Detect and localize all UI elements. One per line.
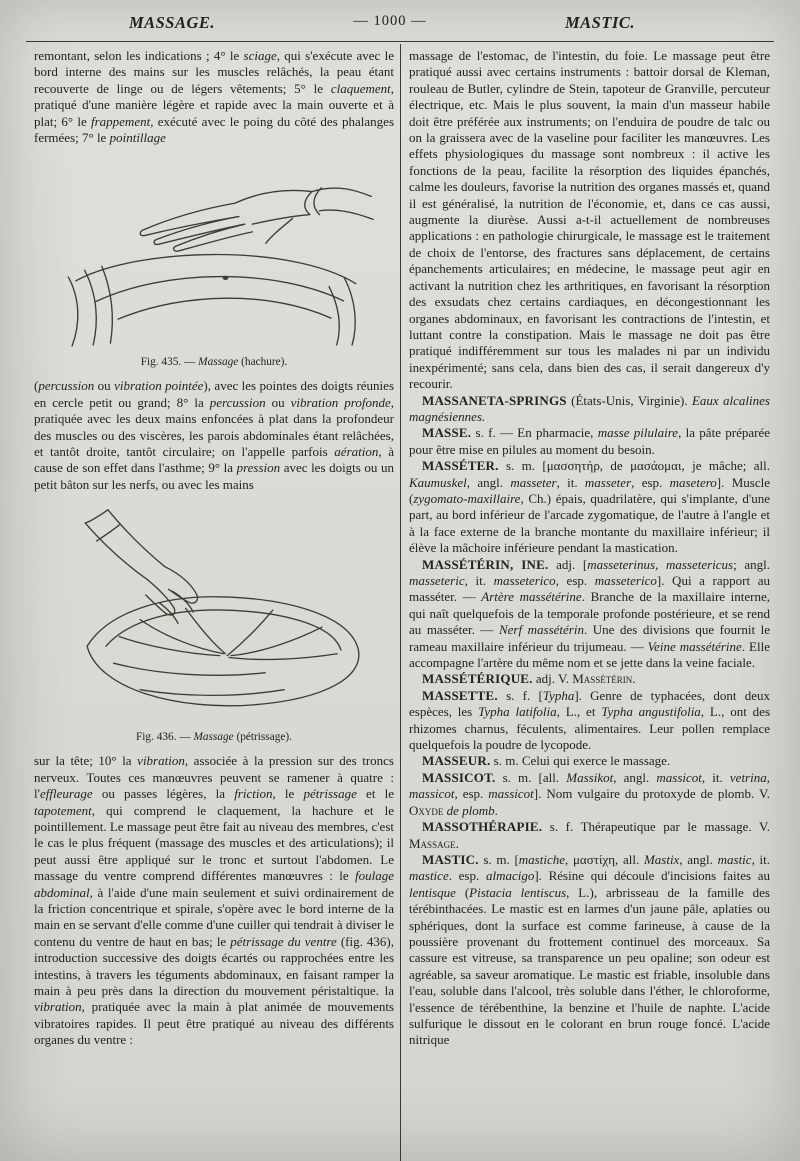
figure-435-caption: Fig. 435. — Massage (hachure). xyxy=(140,356,288,369)
paragraph: massage de l'estomac, de l'intestin, du foie. Le massage peut être pratiqué aussi avec certains instruments : battoir dorsal de Kleman, rouleau de Butler, cylindre de Stein, tapoteur de Granville, percuteur électrique, etc. Mais le plus souvent, la main d'un masseur habile doit être préférée aux instruments; on l'enduira de poudre de talc ou on la graissera avec de la vaseline pour faciliter les manœuvres. Les effets physiologiques du massage sont nombreux : il active les fonctions de la peau, facilite la résorption des liquides épanchés, calme les douleurs, favorise la nutrition des organes massés et, quand il est généralisé, la nutrition de l'économie, et, dans ce cas aussi, augmente la diurèse. Aussi a-t-il actuellement de nombreuses applications : en pathologie chirurgicale, le massage est le traitement de choix de l'entorse, des fractures sans déplacement, de certains épanchements articulaires; en médecine, le massage peut agir en activant la nutrition chez les arthritiques, en favorisant la résorption des exsudats chez certains cardiaques, en décongestionnant les organes abdominaux, en favorisant les contractions de l'intestin, et luttant contre la constipation. Mais le massage ne doit pas être pratiqué indifféremment sur tous les malades ni par un individu inexpérimenté; sans cela, dans bien des cas, il serait dangereux d'y recourir. xyxy=(409,48,770,392)
paragraph: sur la tête; 10° la vibration, associée à la pression sur des troncs nerveux. Toutes ces manœuvres peuvent se ramener à quatre : l'effleurage ou passes légères, la friction, le pétrissage et le tapotement, qui comprend le claquement, la hachure et le pointillement. Le massage peut être fait au niveau des membres, c'est le cas le plus fréquent (massage des muscles et des articulations); il peut aussi être appliqué sur le tronc et surtout l'abdomen. Le massage du ventre comprend différentes manœuvres : le foulage abdominal, à l'aide d'une main seulement et suivi ordinairement de la friction concentrique et spirale, s'opère avec le bord interne de la main en se servant d'elle comme d'une cuiller qui tendrait à diviser le contenu du ventre de haut en bas; le pétrissage du ventre (fig. 436), introduction successive des doigts écartés ou rapprochées entre les intestins, à travers les téguments abdominaux, en faisant ramper la main à peu près dans la direction du mouvement péristaltique. la vibration, pratiquée avec la main à plat animée de mouvements vibratoires rapides. Il peut être pratiqué au niveau des différents organes du ventre : xyxy=(34,753,394,1048)
paragraph: remontant, selon les indications ; 4° le sciage, qui s'exécute avec le bord interne des mains sur les muscles relâchés, la peau étant recouverte de linge ou de légers vêtements; 5° le claquement, pratiqué d'une manière légère et rapide avec la main ouverte et à plat; 6° le frappement, exécuté avec le poing du côté des phalanges fermées; 7° le pointillage xyxy=(34,48,395,146)
paragraph: (percussion ou vibration pointée), avec les pointes des doigts réunies en cercle petit ou grand; 8° la percussion ou vibration profonde, pratiquée avec les deux mains enfoncées à plat dans la profondeur des muscles ou des viscères, les parois abdominales étant relâchées, et tantôt droite, tantôt circulaire; on l'appelle parfois aération, à cause de son effet dans l'asthme; 9° la pression avec les doigts ou un petit bâton sur les nerfs, ou avec les mains xyxy=(34,378,394,492)
header-right-title: MASTIC. xyxy=(565,13,635,32)
entry-massotherapie: MASSOTHÉRAPIE. s. f. Thérapeutique par le massage. V. Massage. xyxy=(409,819,770,851)
entry-masse: MASSE. s. f. — En pharmacie, masse pilulaire, la pâte préparée pour être mise en pilules au moment du besoin. xyxy=(409,425,770,457)
figure-436 xyxy=(34,499,394,744)
entry-mastic: MASTIC. s. m. [mastiche, μαστίχη, all. Mastix, angl. mastic, it. mastice. esp. almacigo]. Résine qui découle d'incisions faites au lentisque (Pistacia lentiscus, L.), arbrisseau de la famille des térébinthacées. Le mastic est en larmes d'un jaune pâle, aplaties ou sphériques, dont la surface est comme farineuse, à cause de la poussière provenant du frottement continuel des morceaux. Sa cassure est vitreuse, sa transparence un peu opaline; son odeur est agréable, sa saveur aromatique. Le mastic est friable, insoluble dans l'eau, soluble dans l'alcool, très soluble dans l'éther, le chloroforme, l'essence de térébenthine, la benzine et l'huile de naphte. L'acide sulfurique le dissout en le colorant en brun rouge foncé. L'acide nitrique xyxy=(409,851,771,1048)
entry-masseterique: MASSÉTÉRIQUE. adj. V. Massétérin. xyxy=(422,671,636,687)
column-divider-rule xyxy=(400,44,401,1161)
header-left-title: MASSAGE. xyxy=(128,13,216,32)
figure-436-illustration xyxy=(53,499,375,727)
entry-massaneta-springs: MASSANETA-SPRINGS (États-Unis, Virginie). Eaux alcalines magnésiennes. xyxy=(409,392,770,424)
entry-massette: MASSETTE. s. f. [Typha]. Genre de typhacées, dont deux espèces, les Typha latifolia, L., et Typha angustifolia, L., ont des rhizomes charnus, féculents, alimentaires. Leur pollen remplace quelquefois la poudre de lycopode. xyxy=(409,687,770,753)
figure-436-caption: Fig. 436. — Massage (pétrissage). xyxy=(136,731,292,744)
running-header xyxy=(0,13,800,39)
figure-435-illustration xyxy=(51,152,377,352)
entry-masseter: MASSÉTER. s. m. [μασσητήρ, de μασάομαι, je mâche; all. Kaumuskel, angl. masseter, it. masseter, esp. masetero]. Muscle (zygomato-maxillaire, Ch.) épais, quadrilatère, qui s'implante, d'une part, au bord inférieur de l'arcade zygomatique, de l'autre à l'angle et à la face externe de la branche montante du maxillaire inférieur; il élève la mâchoire inférieure pendant la mastication. xyxy=(409,458,770,556)
right-column xyxy=(409,48,770,1049)
left-column xyxy=(34,48,394,1049)
entry-massicot: MASSICOT. s. m. [all. Massikot, angl. massicot, it. vetrina, massicot, esp. massicot]. Nom vulgaire du protoxyde de plomb. V. Oxyde de plomb. xyxy=(409,769,770,818)
page-number: — 1000 — xyxy=(353,13,427,29)
header-rule xyxy=(26,41,774,42)
figure-435 xyxy=(34,152,394,369)
entry-masseur: MASSEUR. s. m. Celui qui exerce le massage. xyxy=(422,753,671,769)
entry-masseterin: MASSÉTÉRIN, INE. adj. [masseterinus, massetericus; angl. masseteric, it. masseterico, esp. masseterico]. Qui a rapport au masséter. — Artère massétérine. Branche de la maxillaire interne, qui naît quelquefois de la temporale profonde postérieure, et se rend au masséter. — Nerf massétérin. Une des divisions que fournit le rameau maxillaire inférieur du trijumeau. — Veine massétérine. Elle accompagne l'artère du même nom et se jette dans la veine faciale. xyxy=(409,556,771,671)
